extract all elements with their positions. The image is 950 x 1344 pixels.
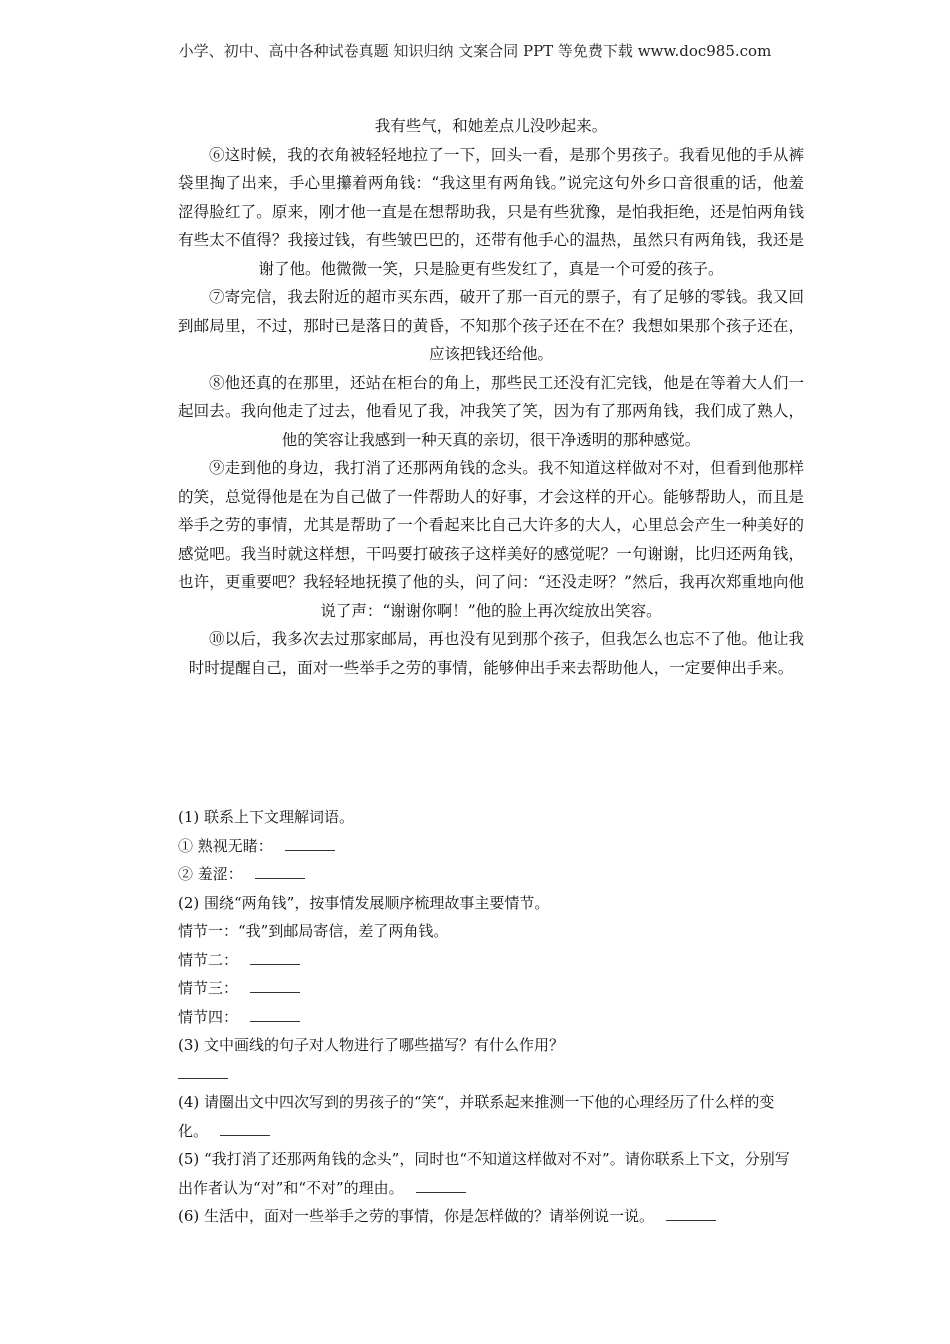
article-paragraph: ⑨走到他的身边，我打消了还那两角钱的念头。我不知道这样做对不对，但看到他那样的笑，总觉得他是在为自己做了一件帮助人的好事，才会这样的开心。能够帮助人，而且是举手之劳的事情，尤其是帮助了一个看起来比自己大许多的大人，心里总会产生一种美好的感觉吧。我当时就这样想，干吗要打破孩子这样美好的感觉呢？一句谢谢，比归还两角钱，也许，更重要吧？我轻轻地抚摸了他的头，问了问：“还没走呀？”然后，我再次郑重地向他说了声：“谢谢你啊！”他的脸上再次绽放出笑容。 [178,459,804,620]
article-paragraph: ⑩以后，我多次去过那家邮局，再也没有见到那个孩子，但我怎么也忘不了他。他让我时时提醒自己，面对一些举手之劳的事情，能够伸出手来去帮助他人，一定要伸出手来。 [188,630,804,677]
question-3-answer [178,1060,804,1089]
question-2: (2) 围绕“两角钱”，按事情发展顺序梳理故事主要情节。 [178,893,550,912]
answer-blank[interactable] [416,1178,466,1193]
answer-blank[interactable] [285,836,335,851]
article-paragraph: ⑧他还真的在那里，还站在柜台的角上，那些民工还没有汇完钱，他是在等着大人们一起回去。我向他走了过去，他看见了我，冲我笑了笑，因为有了那两角钱，我们成了熟人，他的笑容让我感到一种天真的亲切，很干净透明的那种感觉。 [178,373,804,449]
question-2d: 情节四： [178,1003,804,1032]
questions-section [178,803,804,1231]
question-2c: 情节三： [178,974,804,1003]
answer-blank[interactable] [250,1007,300,1022]
answer-blank[interactable] [255,864,305,879]
question-1b: ② 羞涩： [178,860,804,889]
answer-blank[interactable] [666,1206,716,1221]
answer-blank[interactable] [220,1121,270,1136]
question-1: (1) 联系上下文理解词语。 [178,808,355,826]
question-1a: ① 熟视无睹： [178,832,804,861]
answer-blank[interactable] [250,950,300,965]
answer-blank[interactable] [178,1064,228,1079]
article-paragraph: ⑦寄完信，我去附近的超市买东西，破开了那一百元的票子，有了足够的零钱。我又回到邮局里，不过，那时已是落日的黄昏，不知那个孩子还在不在？我想如果那个孩子还在，应该把钱还给他。 [178,288,804,363]
answer-blank[interactable] [250,978,300,993]
article-body [178,112,804,682]
page-header: 小学、初中、高中各种试卷真题 知识归纳 文案合同 PPT 等免费下载 www.doc985.com [178,42,772,60]
question-5: (5) “我打消了还那两角钱的念头”，同时也“不知道这样做对不对”。请你联系上下文，分别写出作者认为“对”和“不对”的理由。 [178,1150,790,1197]
question-2a: 情节一：“我”到邮局寄信，差了两角钱。 [178,922,449,940]
question-3: (3) 文中画线的句子对人物进行了哪些描写？有什么作用？ [178,1036,565,1054]
question-4: (4) 请圈出文中四次写到的男孩子的“笑“，并联系起来推测一下他的心理经历了什么样的变化。 [178,1093,775,1140]
question-6: (6) 生活中，面对一些举手之劳的事情，你是怎样做的？请举例说一说。 [178,1202,804,1231]
article-paragraph: 我有些气，和她差点儿没吵起来。 [374,117,608,135]
article-paragraph: ⑥这时候，我的衣角被轻轻地拉了一下，回头一看，是那个男孩子。我看见他的手从裤袋里掏了出来，手心里攥着两角钱：“我这里有两角钱。”说完这句外乡口音很重的话，他羞涩得脸红了。原来，刚才他一直是在想帮助我，只是有些犹豫，是怕我拒绝，还是怕两角钱有些太不值得？我接过钱，有些皱巴巴的，还带有他手心的温热，虽然只有两角钱，我还是谢了他。他微微一笑，只是脸更有些发红了，真是一个可爱的孩子。 [178,145,804,278]
question-2b: 情节二： [178,946,804,975]
